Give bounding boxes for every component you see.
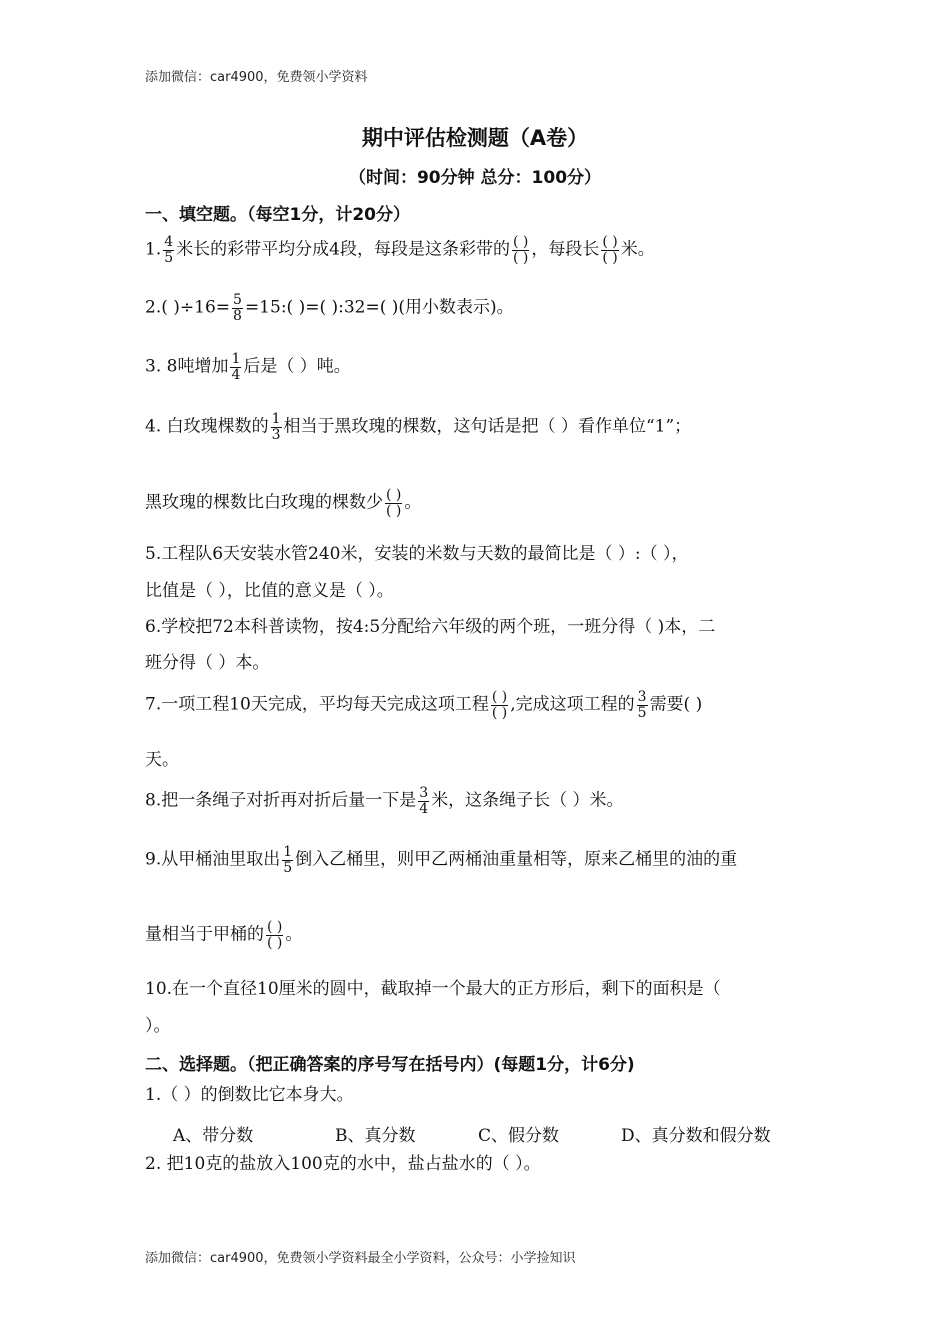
fraction: $\frac{1}{5}$ (283, 844, 293, 876)
question-9: 9.从甲桶油里取出 $\frac{1}{5}$ 倒入乙桶里，则甲乙两桶油重量相等，原来乙桶里的油的重 (145, 844, 738, 876)
choice-question-2: 2. 把10克的盐放入100克的水中，盐占盐水的（ ）。 (145, 1154, 541, 1174)
blank-fraction: $\frac{( )}{( )}$ (602, 234, 618, 266)
section1-heading: 一、填空题。（每空1分，计20分） (145, 205, 410, 225)
question-4-line2: 黑玫瑰的棵数比白玫瑰的棵数少 $\frac{( )}{( )}$ 。 (145, 487, 422, 519)
question-6: 6.学校把72本科普读物，按4:5分配给六年级的两个班，一班分得（ )本，二 (145, 617, 716, 637)
page-subtitle: （时间：90分钟 总分：100分） (348, 168, 602, 188)
section2-heading: 二、选择题。（把正确答案的序号写在括号内）(每题1分，计6分) (145, 1055, 635, 1075)
fraction: $\frac{1}{4}$ (231, 351, 241, 383)
choice-c: C、假分数 (478, 1126, 560, 1146)
choice-question-1: 1.（ ）的倒数比它本身大。 (145, 1085, 354, 1105)
question-4: 4. 白玫瑰棵数的 $\frac{1}{3}$ 相当于黑玫瑰的棵数，这句话是把（ ）看作单位“1”； (145, 411, 692, 443)
question-10-line2: ）。 (145, 1016, 171, 1036)
blank-fraction: $\frac{( )}{( )}$ (491, 689, 508, 721)
choice-a: A、带分数 (173, 1126, 254, 1146)
choice-b: B、真分数 (335, 1126, 416, 1146)
page-title: 期中评估检测题（A卷） (361, 126, 589, 150)
fraction: $\frac{1}{3}$ (271, 411, 281, 443)
question-8: 8.把一条绳子对折再对折后量一下是 $\frac{3}{4}$ 米，这条绳子长（ ）米。 (145, 785, 624, 817)
question-6-line2: 班分得（ ）本。 (145, 653, 270, 673)
fraction: $\frac{3}{4}$ (419, 785, 429, 817)
blank-fraction: $\frac{( )}{( )}$ (512, 234, 529, 266)
fraction: $\frac{4}{5}$ (164, 234, 174, 266)
question-7-line2: 天。 (145, 750, 179, 770)
fraction: $\frac{3}{5}$ (637, 689, 647, 721)
blank-fraction: $\frac{( )}{( )}$ (267, 919, 283, 951)
question-10: 10.在一个直径10厘米的圆中，截取掉一个最大的正方形后，剩下的面积是（ (145, 979, 721, 999)
question-7: 7.一项工程10天完成，平均每天完成这项工程 $\frac{( )}{( )}$ ,完成这项工程的 $\frac{3}{5}$ 需要( ) (145, 689, 703, 721)
footer-note: 添加微信：car4900，免费领小学资料最全小学资料，公众号：小学捡知识 (145, 1251, 576, 1266)
question-3: 3. 8吨增加 $\frac{1}{4}$ 后是（ ）吨。 (145, 351, 351, 383)
question-5-line2: 比值是（ ），比值的意义是（ ）。 (145, 581, 394, 601)
header-note: 添加微信：car4900，免费领小学资料 (145, 70, 368, 85)
question-9-line2: 量相当于甲桶的 $\frac{( )}{( )}$ 。 (145, 919, 303, 951)
fraction: $\frac{5}{8}$ (233, 292, 242, 324)
choice-d: D、真分数和假分数 (621, 1126, 771, 1146)
question-2: 2.( )÷16= $\frac{5}{8}$ =15:( )=( ):32=( )(用小数表示)。 (145, 292, 514, 324)
question-5: 5.工程队6天安装水管240米，安装的米数与天数的最简比是（ ）:（ ）， (145, 544, 689, 564)
blank-fraction: $\frac{( )}{( )}$ (386, 487, 402, 519)
question-1: 1. $\frac{4}{5}$ 米长的彩带平均分成4段，每段是这条彩带的 $\frac{( )}{( )}$ ，每段长 $\frac{( )}{( )}$ 米。 (145, 234, 655, 266)
